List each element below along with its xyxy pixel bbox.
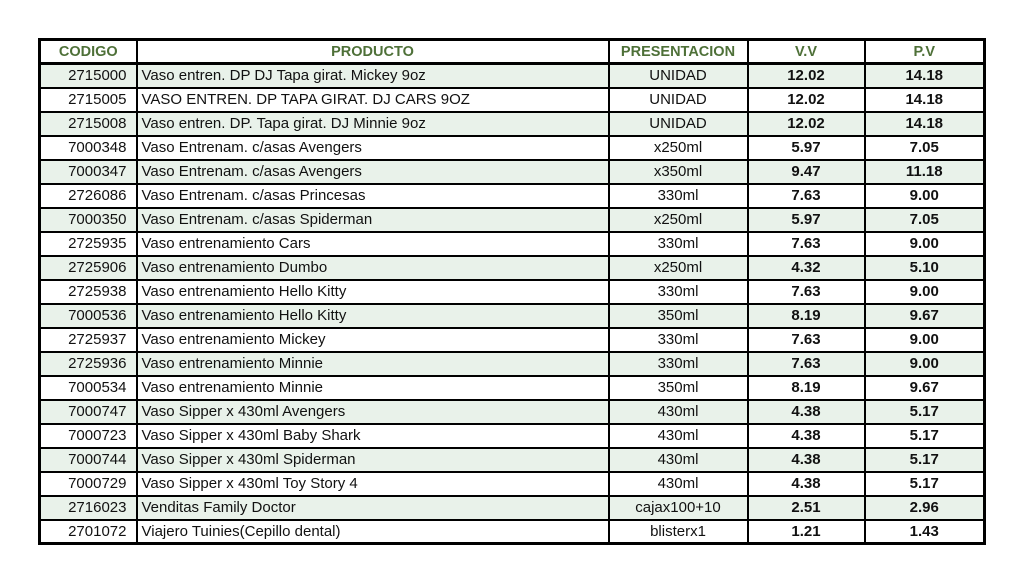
cell-presentacion: x350ml xyxy=(609,160,748,184)
cell-producto: Vaso Sipper x 430ml Toy Story 4 xyxy=(137,472,609,496)
cell-pv: 5.17 xyxy=(865,400,985,424)
cell-producto: Vaso entrenamiento Cars xyxy=(137,232,609,256)
cell-vv: 4.32 xyxy=(748,256,865,280)
cell-producto: Vaso Entrenam. c/asas Spiderman xyxy=(137,208,609,232)
cell-pv: 11.18 xyxy=(865,160,985,184)
cell-presentacion: blisterx1 xyxy=(609,520,748,544)
cell-codigo: 7000348 xyxy=(40,136,137,160)
cell-presentacion: 330ml xyxy=(609,328,748,352)
table-row xyxy=(40,208,985,232)
table-row xyxy=(40,184,985,208)
cell-codigo: 2725936 xyxy=(40,352,137,376)
cell-codigo: 2725935 xyxy=(40,232,137,256)
table-row xyxy=(40,352,985,376)
cell-codigo: 7000747 xyxy=(40,400,137,424)
cell-presentacion: 430ml xyxy=(609,424,748,448)
price-table xyxy=(38,38,986,545)
cell-producto: Vaso entrenamiento Minnie xyxy=(137,352,609,376)
price-list-sheet xyxy=(38,38,986,545)
cell-producto: VASO ENTREN. DP TAPA GIRAT. DJ CARS 9OZ xyxy=(137,88,609,112)
cell-pv: 14.18 xyxy=(865,64,985,88)
cell-producto: Vaso entren. DP. Tapa girat. DJ Minnie 9oz xyxy=(137,112,609,136)
table-row xyxy=(40,520,985,544)
cell-codigo: 7000350 xyxy=(40,208,137,232)
cell-vv: 4.38 xyxy=(748,472,865,496)
cell-codigo: 7000729 xyxy=(40,472,137,496)
cell-presentacion: UNIDAD xyxy=(609,88,748,112)
cell-producto: Vaso entrenamiento Dumbo xyxy=(137,256,609,280)
column-header-pv: P.V xyxy=(865,40,985,64)
cell-codigo: 7000347 xyxy=(40,160,137,184)
table-row xyxy=(40,64,985,88)
cell-codigo: 2715005 xyxy=(40,88,137,112)
cell-presentacion: cajax100+10 xyxy=(609,496,748,520)
column-header-presentacion: PRESENTACION xyxy=(609,40,748,64)
cell-vv: 8.19 xyxy=(748,376,865,400)
cell-vv: 1.21 xyxy=(748,520,865,544)
cell-vv: 8.19 xyxy=(748,304,865,328)
cell-vv: 7.63 xyxy=(748,280,865,304)
cell-pv: 9.67 xyxy=(865,376,985,400)
cell-codigo: 2725938 xyxy=(40,280,137,304)
cell-producto: Vaso entrenamiento Mickey xyxy=(137,328,609,352)
table-row xyxy=(40,424,985,448)
cell-codigo: 2725906 xyxy=(40,256,137,280)
cell-pv: 1.43 xyxy=(865,520,985,544)
cell-producto: Vaso Entrenam. c/asas Avengers xyxy=(137,160,609,184)
column-header-vv: V.V xyxy=(748,40,865,64)
cell-vv: 12.02 xyxy=(748,64,865,88)
cell-presentacion: x250ml xyxy=(609,208,748,232)
cell-vv: 5.97 xyxy=(748,208,865,232)
cell-vv: 12.02 xyxy=(748,112,865,136)
cell-pv: 9.00 xyxy=(865,280,985,304)
cell-presentacion: x250ml xyxy=(609,136,748,160)
cell-codigo: 7000744 xyxy=(40,448,137,472)
cell-presentacion: 330ml xyxy=(609,280,748,304)
cell-pv: 7.05 xyxy=(865,208,985,232)
table-row xyxy=(40,232,985,256)
cell-producto: Vaso Entrenam. c/asas Princesas xyxy=(137,184,609,208)
cell-vv: 7.63 xyxy=(748,232,865,256)
cell-presentacion: UNIDAD xyxy=(609,64,748,88)
table-row xyxy=(40,448,985,472)
cell-codigo: 2701072 xyxy=(40,520,137,544)
cell-pv: 9.67 xyxy=(865,304,985,328)
table-row xyxy=(40,280,985,304)
cell-vv: 5.97 xyxy=(748,136,865,160)
cell-codigo: 2716023 xyxy=(40,496,137,520)
cell-pv: 9.00 xyxy=(865,184,985,208)
cell-presentacion: 430ml xyxy=(609,400,748,424)
cell-pv: 9.00 xyxy=(865,352,985,376)
table-row xyxy=(40,400,985,424)
cell-pv: 5.17 xyxy=(865,448,985,472)
cell-producto: Viajero Tuinies(Cepillo dental) xyxy=(137,520,609,544)
cell-vv: 12.02 xyxy=(748,88,865,112)
cell-producto: Venditas Family Doctor xyxy=(137,496,609,520)
cell-vv: 7.63 xyxy=(748,352,865,376)
cell-pv: 14.18 xyxy=(865,112,985,136)
cell-pv: 9.00 xyxy=(865,232,985,256)
cell-presentacion: 430ml xyxy=(609,448,748,472)
cell-pv: 5.17 xyxy=(865,472,985,496)
cell-producto: Vaso entren. DP DJ Tapa girat. Mickey 9oz xyxy=(137,64,609,88)
cell-producto: Vaso entrenamiento Hello Kitty xyxy=(137,280,609,304)
table-row xyxy=(40,112,985,136)
cell-presentacion: 350ml xyxy=(609,376,748,400)
table-row xyxy=(40,376,985,400)
cell-presentacion: 330ml xyxy=(609,232,748,256)
cell-vv: 9.47 xyxy=(748,160,865,184)
cell-presentacion: x250ml xyxy=(609,256,748,280)
cell-pv: 5.17 xyxy=(865,424,985,448)
cell-vv: 7.63 xyxy=(748,328,865,352)
cell-pv: 2.96 xyxy=(865,496,985,520)
cell-presentacion: 330ml xyxy=(609,352,748,376)
cell-vv: 2.51 xyxy=(748,496,865,520)
cell-pv: 5.10 xyxy=(865,256,985,280)
cell-producto: Vaso entrenamiento Minnie xyxy=(137,376,609,400)
table-row xyxy=(40,88,985,112)
cell-pv: 9.00 xyxy=(865,328,985,352)
cell-codigo: 7000723 xyxy=(40,424,137,448)
cell-producto: Vaso Sipper x 430ml Avengers xyxy=(137,400,609,424)
table-body xyxy=(40,64,985,544)
cell-producto: Vaso Sipper x 430ml Spiderman xyxy=(137,448,609,472)
table-row xyxy=(40,304,985,328)
table-row xyxy=(40,160,985,184)
cell-pv: 14.18 xyxy=(865,88,985,112)
cell-presentacion: 430ml xyxy=(609,472,748,496)
table-header xyxy=(40,40,985,64)
cell-presentacion: 330ml xyxy=(609,184,748,208)
cell-producto: Vaso Sipper x 430ml Baby Shark xyxy=(137,424,609,448)
cell-producto: Vaso entrenamiento Hello Kitty xyxy=(137,304,609,328)
cell-presentacion: UNIDAD xyxy=(609,112,748,136)
cell-vv: 4.38 xyxy=(748,424,865,448)
table-row xyxy=(40,256,985,280)
column-header-codigo: CODIGO xyxy=(40,40,137,64)
table-row xyxy=(40,136,985,160)
cell-vv: 7.63 xyxy=(748,184,865,208)
cell-codigo: 2715008 xyxy=(40,112,137,136)
table-row xyxy=(40,472,985,496)
cell-pv: 7.05 xyxy=(865,136,985,160)
cell-codigo: 2726086 xyxy=(40,184,137,208)
cell-codigo: 7000536 xyxy=(40,304,137,328)
cell-vv: 4.38 xyxy=(748,400,865,424)
cell-presentacion: 350ml xyxy=(609,304,748,328)
cell-codigo: 2725937 xyxy=(40,328,137,352)
cell-codigo: 7000534 xyxy=(40,376,137,400)
table-row xyxy=(40,328,985,352)
column-header-producto: PRODUCTO xyxy=(137,40,609,64)
table-row xyxy=(40,496,985,520)
cell-vv: 4.38 xyxy=(748,448,865,472)
cell-producto: Vaso Entrenam. c/asas Avengers xyxy=(137,136,609,160)
cell-codigo: 2715000 xyxy=(40,64,137,88)
